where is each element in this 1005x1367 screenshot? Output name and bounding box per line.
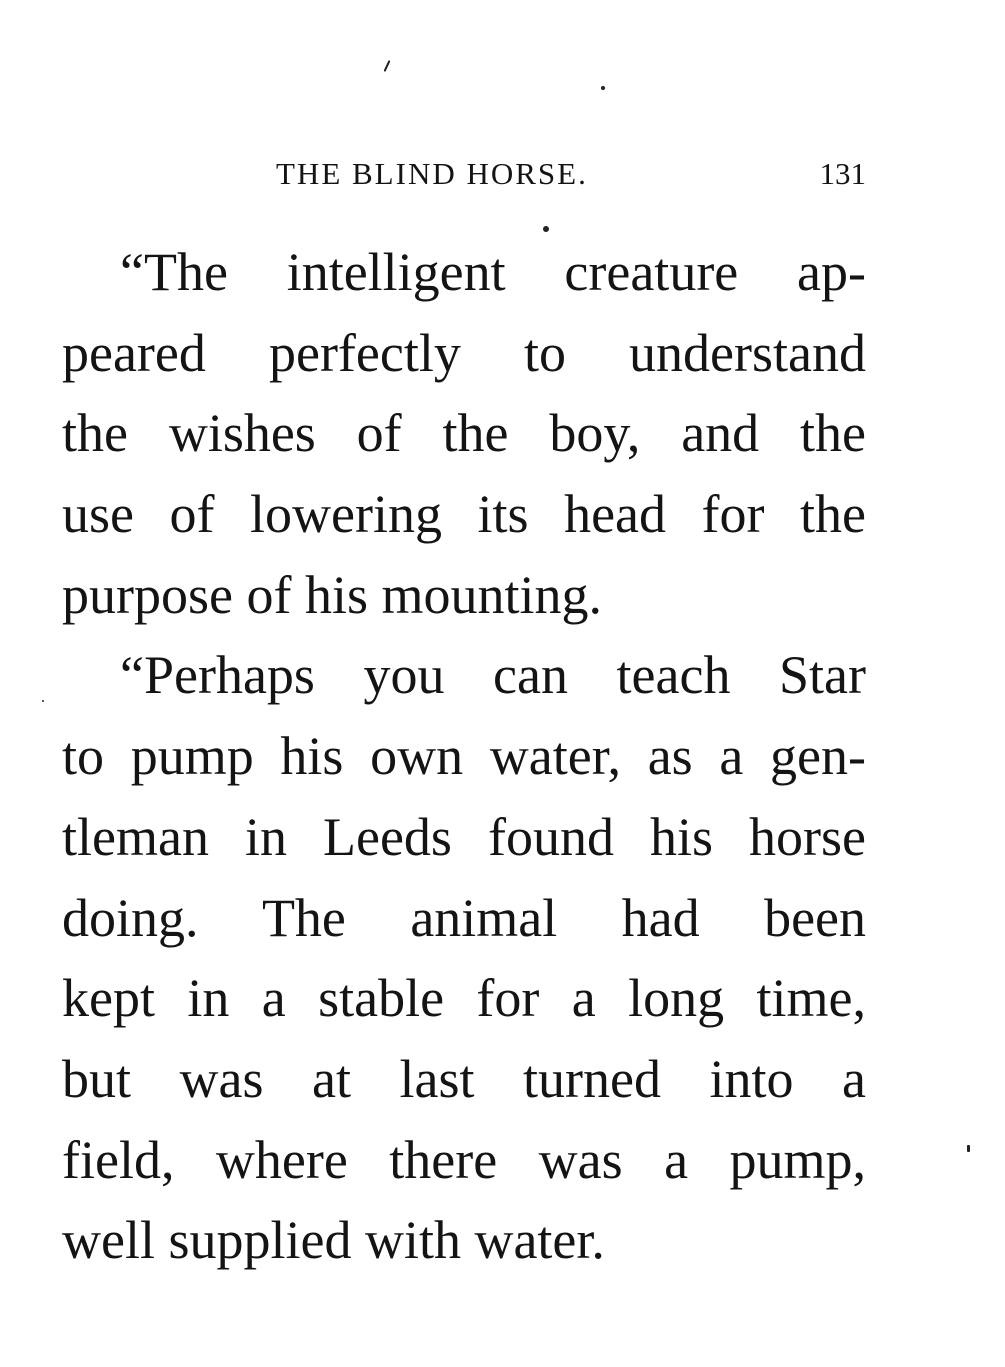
text-line: well supplied with water.	[62, 1210, 605, 1271]
text-line: “The intelligent creature ap-	[120, 242, 866, 302]
print-speck	[384, 60, 391, 72]
page-number: 131	[819, 156, 866, 191]
text-line: use of lowering its head for the	[62, 484, 866, 545]
running-title: THE BLIND HORSE.	[276, 156, 588, 191]
text-line: to pump his own water, as a gen-	[62, 726, 866, 787]
body-text	[62, 232, 866, 1281]
text-line: the wishes of the boy, and the	[62, 403, 866, 464]
text-line: purpose of his mounting.	[62, 564, 602, 625]
text-line: kept in a stable for a long time,	[62, 968, 866, 1029]
text-line: but was at last turned into a	[62, 1048, 866, 1109]
print-speck	[967, 1145, 970, 1152]
text-line: “Perhaps you can teach Star	[120, 645, 866, 706]
text-line: peared perfectly to understand	[62, 322, 866, 383]
text-line: tleman in Leeds found his horse	[62, 806, 866, 867]
print-speck	[601, 86, 605, 90]
text-line: doing. The animal had been	[62, 887, 866, 948]
running-head	[62, 156, 866, 196]
print-speck	[42, 700, 44, 702]
text-line: field, where there was a pump,	[62, 1129, 866, 1190]
